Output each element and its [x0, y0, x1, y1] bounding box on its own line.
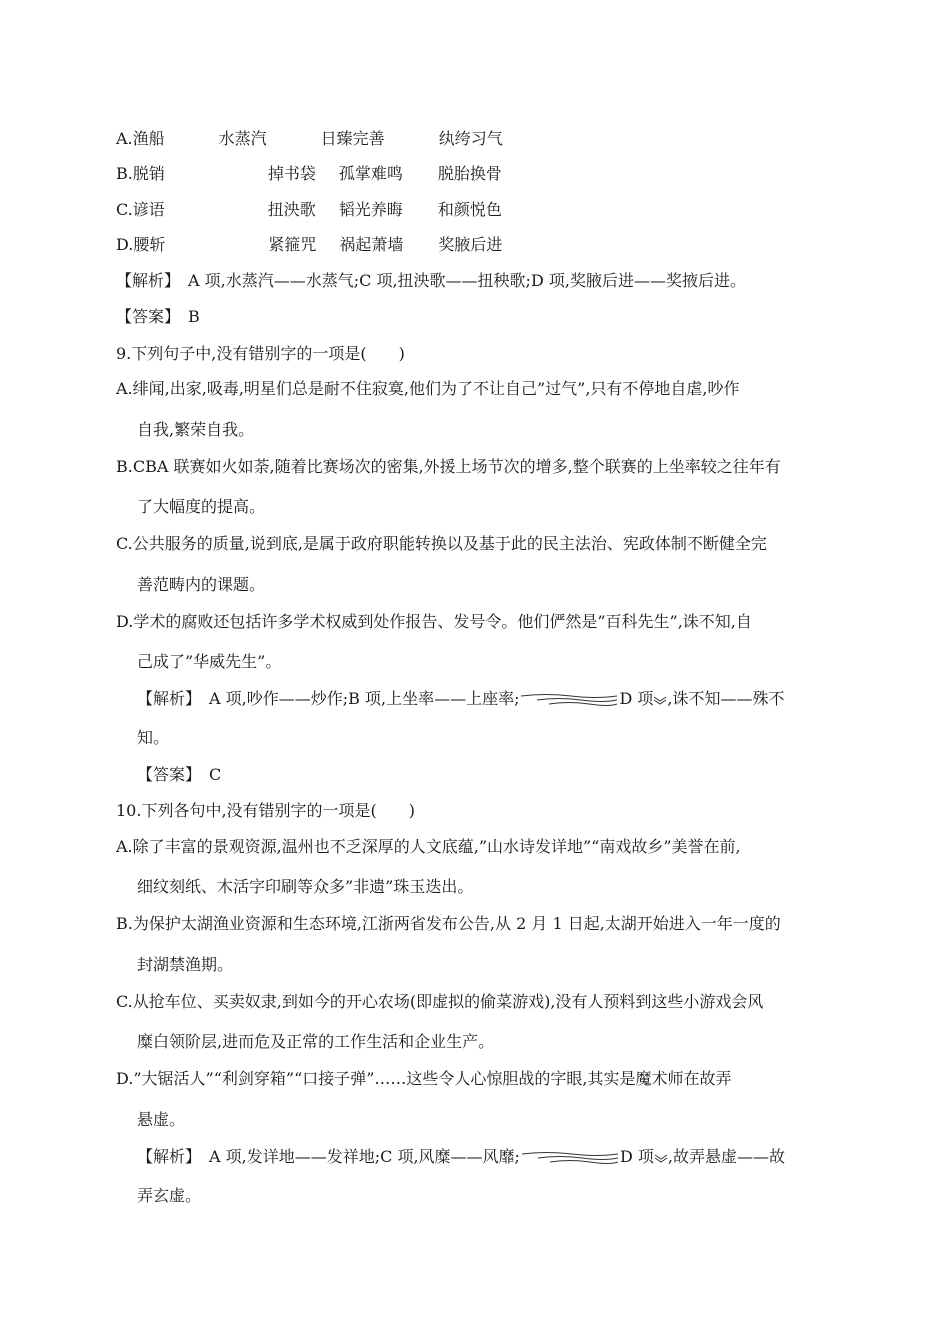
q8-option-d [116, 235, 502, 255]
q10-option-c-line-2: 糜白领阶层,进而危及正常的工作生活和企业生产。 [137, 1032, 495, 1051]
analysis-label: 【解析】 [137, 689, 202, 708]
option-word-3: 韬光养晦 [338, 200, 403, 219]
option-word-4: 奖腋后进 [438, 235, 503, 254]
q8-option-c [116, 200, 502, 220]
option-word-2: 掉书袋 [267, 164, 316, 183]
q9-option-b-line-2: 了大幅度的提高。 [137, 497, 266, 516]
analysis-text-part-3: ,诛不知——殊不 [667, 689, 785, 708]
q8-analysis [116, 271, 746, 291]
option-word-1: 脱销 [132, 164, 165, 183]
q10-option-d-line-2: 悬虚。 [137, 1110, 186, 1129]
option-word-2: 扭泱歌 [267, 200, 316, 219]
option-word-3: 日臻完善 [320, 129, 385, 148]
q10-stem: 10.下列各句中,没有错别字的一项是( ) [116, 801, 416, 820]
answer-label: 【答案】 [116, 307, 181, 326]
analysis-text-part-1: A 项,吵作——炒作;B 项,上坐率——上座率; [209, 689, 520, 708]
wave-mark-small-icon [653, 694, 667, 706]
option-letter: C. [116, 200, 133, 219]
q9-option-a-line-1: A.绯闻,出家,吸毒,明星们总是耐不住寂寞,他们为了不让自己”过气”,只有不停地自虐,吵作 [116, 379, 740, 398]
option-letter: D. [116, 235, 134, 254]
q9-answer [137, 765, 221, 785]
analysis-text-part-1: A 项,发详地——发祥地;C 项,风糜——风靡; [209, 1147, 520, 1166]
wave-mark-icon [519, 692, 619, 708]
q9-analysis [137, 689, 784, 709]
option-word-1: 腰斩 [133, 235, 166, 254]
option-word-2: 水蒸汽 [218, 129, 267, 148]
analysis-text-part-2: D 项 [619, 1147, 654, 1166]
option-word-1: 谚语 [132, 200, 165, 219]
q9-option-c-line-1: C.公共服务的质量,说到底,是属于政府职能转换以及基于此的民主法治、宪政体制不断健全完 [116, 534, 767, 553]
option-word-1: 渔船 [132, 129, 165, 148]
option-word-4: 纨绔习气 [438, 129, 503, 148]
option-letter: A. [116, 129, 133, 148]
q10-analysis [137, 1147, 785, 1167]
wave-mark-icon [520, 1150, 620, 1166]
option-word-3: 祸起萧墙 [339, 235, 404, 254]
q10-option-a-line-2: 细纹刻纸、木活字印刷等众多”非遗”珠玉迭出。 [137, 877, 474, 896]
q10-option-c-line-1: C.从抢车位、买卖奴隶,到如今的开心农场(即虚拟的偷菜游戏),没有人预料到这些小游戏会风 [116, 992, 764, 1011]
q8-option-a [116, 129, 503, 149]
answer-label: 【答案】 [137, 765, 202, 784]
q9-option-c-line-2: 善范畴内的课题。 [137, 575, 266, 594]
analysis-text-part-2: D 项 [619, 689, 654, 708]
option-word-4: 和颜悦色 [437, 200, 502, 219]
analysis-label: 【解析】 [137, 1147, 202, 1166]
q9-option-d-line-2: 己成了”华威先生”。 [137, 652, 282, 671]
q10-option-d-line-1: D.”大锯活人”“利剑穿箱”“口接子弹”……这些令人心惊胆战的字眼,其实是魔术师在故弄 [116, 1069, 732, 1088]
q10-option-b-line-2: 封湖禁渔期。 [137, 955, 234, 974]
option-word-4: 脱胎换骨 [437, 164, 502, 183]
option-word-3: 孤掌难鸣 [338, 164, 403, 183]
q8-answer [116, 307, 200, 327]
q9-option-a-line-2: 自我,繁荣自我。 [137, 420, 255, 439]
q10-option-a-line-1: A.除了丰富的景观资源,温州也不乏深厚的人文底蕴,”山水诗发详地”“南戏故乡”美誉在前, [116, 837, 741, 856]
q9-analysis-line-2: 知。 [137, 728, 170, 747]
option-letter: B. [116, 164, 133, 183]
q10-analysis-line-2: 弄玄虚。 [137, 1186, 202, 1205]
answer-value: C [209, 765, 222, 784]
q9-stem: 9.下列句子中,没有错别字的一项是( ) [116, 344, 405, 363]
q8-option-b [116, 164, 502, 184]
analysis-label: 【解析】 [116, 271, 181, 290]
q9-option-b-line-1: B.CBA 联赛如火如荼,随着比赛场次的密集,外援上场节次的增多,整个联赛的上坐率较之往年有 [116, 457, 781, 476]
q9-option-d-line-1: D.学术的腐败还包括许多学术权威到处作报告、发号令。他们俨然是”百科先生”,诛不知,自 [116, 612, 752, 631]
answer-value: B [188, 307, 200, 326]
q10-option-b-line-1: B.为保护太湖渔业资源和生态环境,江浙两省发布公告,从 2 月 1 日起,太湖开始进入一年一度的 [116, 914, 781, 933]
wave-mark-small-icon [654, 1152, 668, 1164]
option-word-2: 紧箍咒 [268, 235, 317, 254]
analysis-text: A 项,水蒸汽——水蒸气;C 项,扭泱歌——扭秧歌;D 项,奖腋后进——奖掖后进。 [188, 271, 746, 290]
analysis-text-part-3: ,故弄悬虚——故 [667, 1147, 785, 1166]
